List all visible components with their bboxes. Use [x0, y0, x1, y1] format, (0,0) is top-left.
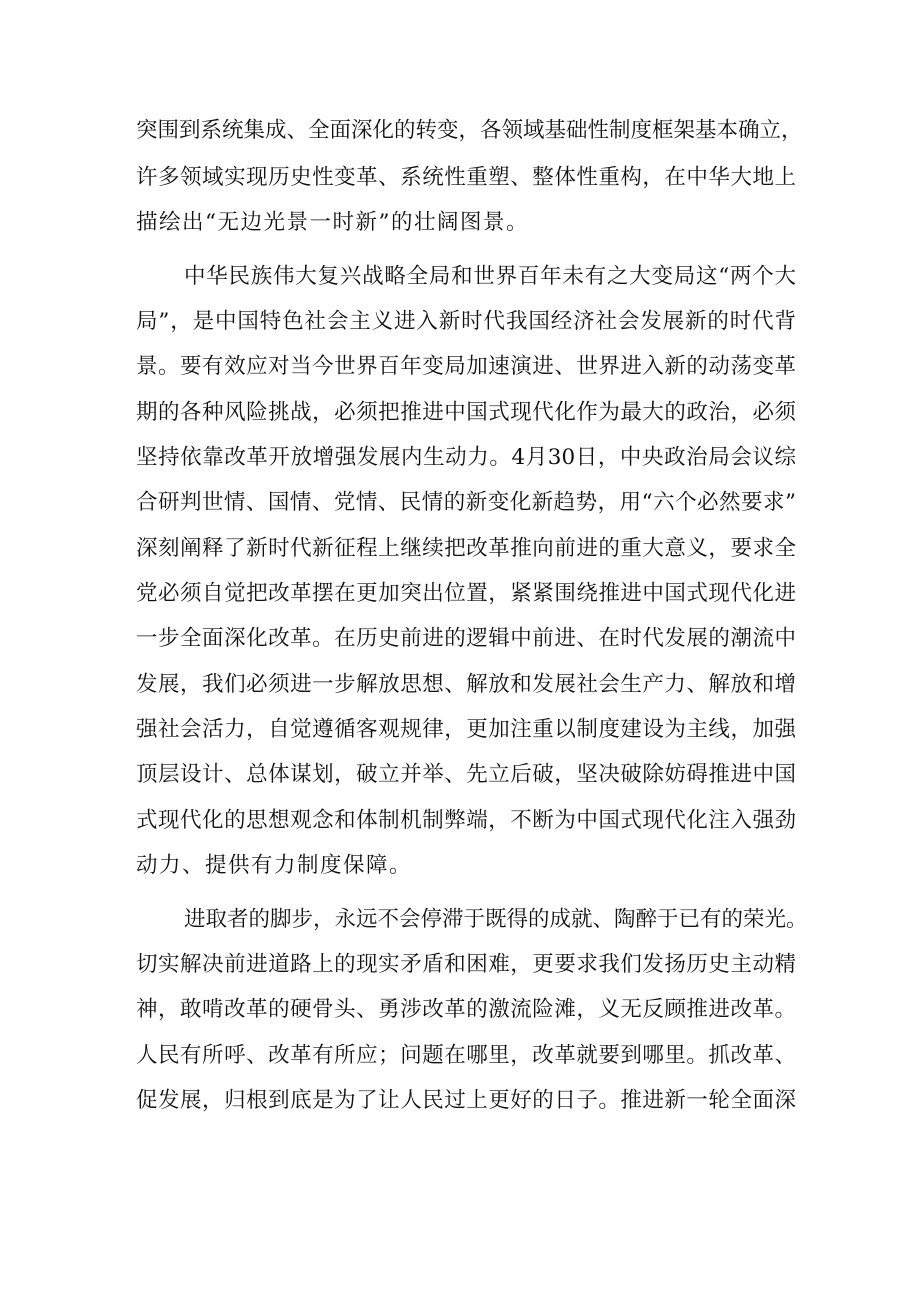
text-line: 人民有所呼、改革有所应；问题在哪里，改革就要到哪里。抓改革、 [136, 1043, 796, 1068]
text-line: 式现代化的思想观念和体制机制弊端，不断为中国式现代化注入强劲 [136, 808, 796, 833]
text-line: 强社会活力，自觉遵循客观规律，更加注重以制度建设为主线，加强 [136, 717, 796, 742]
text-line: 景。要有效应对当今世界百年变局加速演进、世界进入新的动荡变革 [136, 354, 796, 379]
text-line: 动力、提供有力制度保障。 [136, 853, 413, 878]
text-line: 切实解决前进道路上的现实矛盾和困难，更要求我们发扬历史主动精 [136, 952, 796, 977]
text-line: 合研判世情、国情、党情、民情的新变化新趋势，用“六个必然要求” [136, 490, 796, 515]
paragraph-first-line: 进取者的脚步，永远不会停滞于既得的成就、陶醉于已有的荣光。 [184, 907, 808, 932]
text-line: 发展，我们必须进一步解放思想、解放和发展社会生产力、解放和增 [136, 672, 796, 697]
text-line: 党必须自觉把改革摆在更加突出位置，紧紧围绕推进中国式现代化进 [136, 581, 796, 606]
text-line: 坚持依靠改革开放增强发展内生动力。4月30日，中央政治局会议综 [136, 445, 796, 470]
text-line: 促发展，归根到底是为了让人民过上更好的日子。推进新一轮全面深 [136, 1088, 796, 1113]
text-line: 突围到系统集成、全面深化的转变，各领域基础性制度框架基本确立， [136, 118, 803, 143]
text-line: 描绘出“无边光景一时新”的壮阔图景。 [136, 210, 529, 235]
text-line: 许多领域实现历史性变革、系统性重塑、整体性重构，在中华大地上 [136, 165, 796, 190]
text-line: 一步全面深化改革。在历史前进的逻辑中前进、在时代发展的潮流中 [136, 626, 796, 651]
paragraph-first-line: 中华民族伟大复兴战略全局和世界百年未有之大变局这“两个大 [184, 264, 796, 289]
text-line: 局”，是中国特色社会主义进入新时代我国经济社会发展新的时代背 [136, 309, 796, 334]
text-line: 神，敢啃改革的硬骨头、勇涉改革的激流险滩，义无反顾推进改革。 [136, 997, 796, 1022]
text-line: 深刻阐释了新时代新征程上继续把改革推向前进的重大意义，要求全 [136, 536, 796, 561]
text-line: 顶层设计、总体谋划，破立并举、先立后破，坚决破除妨碍推进中国 [136, 762, 796, 787]
text-line: 期的各种风险挑战，必须把推进中国式现代化作为最大的政治，必须 [136, 400, 796, 425]
